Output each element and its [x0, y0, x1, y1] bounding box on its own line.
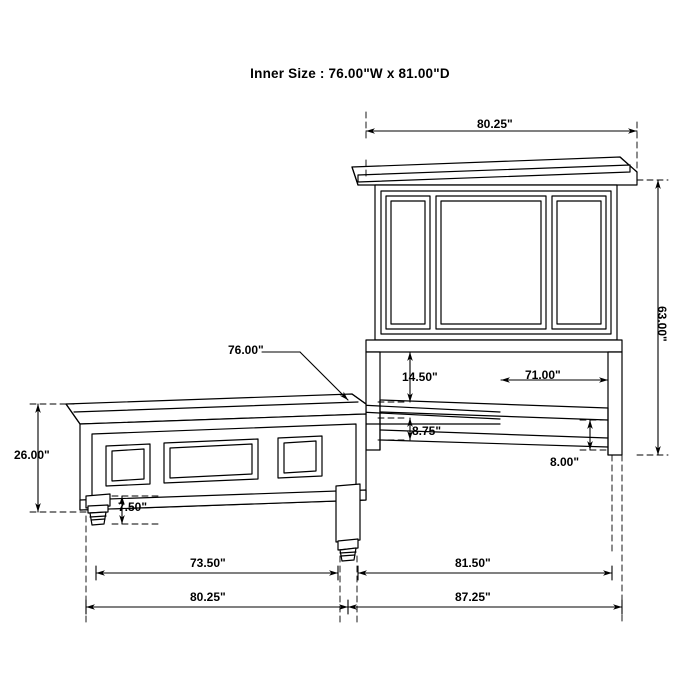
dimension-label-footboard-height: 26.00": [14, 448, 50, 462]
headboard-group: [352, 157, 637, 455]
dimension-label-footboard-width: 73.50": [190, 556, 226, 570]
dimension-label-inner-width-callout: 76.00": [228, 343, 264, 357]
footboard-group: [66, 394, 366, 561]
page-title: Inner Size : 76.00"W x 81.00"D: [250, 66, 450, 81]
dimension-label-rail-to-headboard: 14.50": [402, 370, 438, 384]
dimension-label-headboard-width: 80.25": [477, 117, 513, 131]
dimension-label-headboard-panel-width: 71.00": [525, 368, 561, 382]
dimension-label-bed-length-side: 81.50": [455, 556, 491, 570]
dimension-label-bed-overall-length: 87.25": [455, 590, 491, 604]
dimension-label-footboard-overall-width: 80.25": [190, 590, 226, 604]
dimension-label-headboard-height: 63.00": [655, 306, 669, 342]
dimension-label-foot-post-height: 7.50": [118, 500, 148, 514]
dimension-label-slat-height: 8.75": [412, 424, 442, 438]
dimension-label-rail-clearance: 8.00": [550, 455, 580, 469]
